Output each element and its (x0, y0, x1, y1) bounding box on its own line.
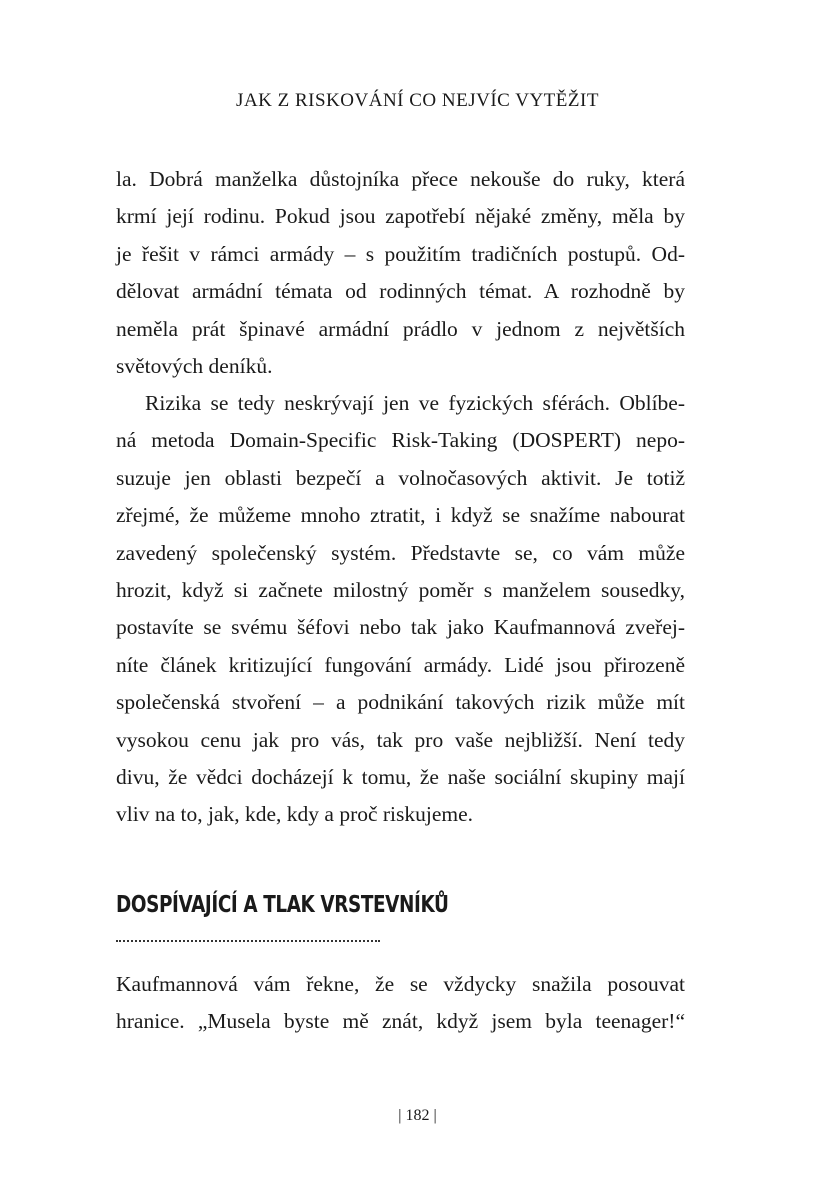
text-line: zavedený společenský systém. Představte se, co vám může (116, 540, 685, 565)
text-line: níte článek kritizující fungování armády. Lidé jsou přirozeně (116, 652, 685, 677)
paragraph-continued (116, 161, 685, 385)
text-line: Kaufmannová vám řekne, že se vždycky snažila posouvat (116, 972, 685, 996)
paragraph-risks (116, 385, 685, 834)
text-line: světových deníků. (116, 353, 273, 378)
text-line: vliv na to, jak, kde, kdy a proč riskujeme. (116, 802, 474, 827)
text-line: hrozit, když si začnete milostný poměr s manželem sousedky, (116, 577, 685, 602)
text-line: společenská stvoření – a podnikání takových rizik může mít (116, 690, 685, 715)
text-line: zřejmé, že můžeme mnoho ztratit, i když se snažíme nabourat (116, 503, 685, 528)
page-number: | 182 | (398, 1107, 437, 1124)
text-line: neměla prát špinavé armádní prádlo v jednom z největších (116, 316, 685, 341)
text-line: la. Dobrá manželka důstojníka přece nekouše do ruky, která (116, 167, 685, 191)
text-line: dělovat armádní témata od rodinných témat. A rozhodně by (116, 279, 685, 304)
text-line: postavíte se svému šéfovi nebo tak jako Kaufmannová zveřej- (116, 615, 685, 640)
text-line: divu, že vědci docházejí k tomu, že naše sociální skupiny mají (116, 764, 685, 789)
text-line: vysokou cenu jak pro vás, tak pro vaše nejbližší. Není tedy (116, 727, 685, 752)
text-line: krmí její rodinu. Pokud jsou zapotřebí nějaké změny, měla by (116, 204, 685, 229)
text-line: hranice. „Musela byste mě znát, když jsem byla teenager!“ (116, 1009, 685, 1034)
text-line: suzuje jen oblasti bezpečí a volnočasových aktivit. Je totiž (116, 465, 685, 490)
text-line: ná metoda Domain-Specific Risk-Taking (DOSPERT) nepo- (116, 428, 685, 453)
text-line: je řešit v rámci armády – s použitím tradičních postupů. Od- (116, 241, 685, 266)
paragraph-kaufmann (116, 966, 685, 1041)
dotted-divider (116, 940, 380, 942)
text-line: Rizika se tedy neskrývají jen ve fyzických sférách. Oblíbe- (145, 391, 685, 415)
running-head: JAK Z RISKOVÁNÍ CO NEJVÍC VYTĚŽIT (236, 90, 599, 111)
section-heading: DOSPÍVAJÍCÍ A TLAK VRSTEVNÍKŮ (116, 892, 449, 918)
